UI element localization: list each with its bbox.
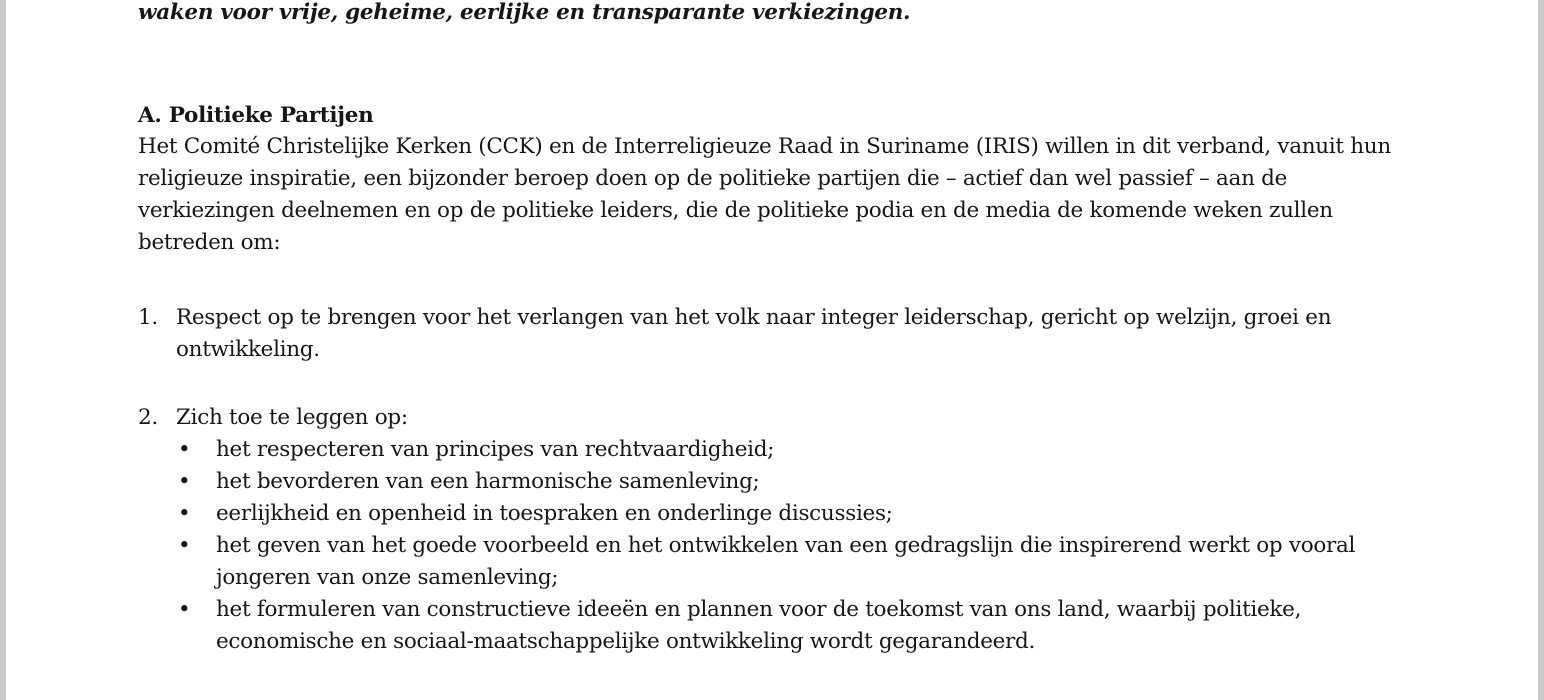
bullet-icon: •: [178, 469, 191, 494]
list-item: [176, 466, 1428, 498]
item-text: Zich toe te leggen op:: [176, 405, 408, 430]
list-item-text: het geven van het goede voorbeeld en het ontwikkelen van een gedragslijn die inspirerend werkt op vooral jongeren van onze samenleving;: [216, 533, 1356, 590]
item-number: 2.: [138, 405, 158, 430]
intro-paragraph: Het Comité Christelijke Kerken (CCK) en de Interreligieuze Raad in Suriname (IRIS) willen in dit verband, vanuit hun religieuze inspiratie, een bijzonder beroep doen op de politieke partijen die – actief dan wel passief – aan de verkiezingen deelnemen en op de politieke leiders, die de politieke podia en de media de komende weken zullen betreden om:: [138, 134, 1391, 255]
list-item: [176, 594, 1428, 658]
bullet-icon: •: [178, 533, 191, 558]
bullet-icon: •: [178, 501, 191, 526]
intro-tail-text: waken voor vrije, geheime, eerlijke en transparante verkiezingen.: [138, 0, 911, 25]
item-text: Respect op te brengen voor het verlangen van het volk naar integer leiderschap, gericht op welzijn, groei en ontwikkeling.: [176, 305, 1332, 362]
list-item: [176, 498, 1428, 530]
item-number: 1.: [138, 305, 158, 330]
list-item: [176, 530, 1428, 594]
list-item-text: het bevorderen van een harmonische samenleving;: [216, 469, 760, 494]
list-item-text: eerlijkheid en openheid in toespraken en onderlinge discussies;: [216, 501, 893, 526]
list-item-text: het respecteren van principes van rechtvaardigheid;: [216, 437, 775, 462]
bullet-icon: •: [178, 437, 191, 462]
bullet-icon: •: [178, 597, 191, 622]
list-item-text: het formuleren van constructieve ideeën en plannen voor de toekomst van ons land, waarbij politieke, economische en sociaal-maatschappelijke ontwikkeling wordt gegarandeerd.: [216, 597, 1302, 654]
list-item: [176, 434, 1428, 466]
section-heading: A. Politieke Partijen: [138, 103, 374, 128]
numbered-item-1: [138, 302, 1428, 366]
bullet-list: [176, 434, 1428, 658]
numbered-item-2: [138, 402, 1428, 658]
